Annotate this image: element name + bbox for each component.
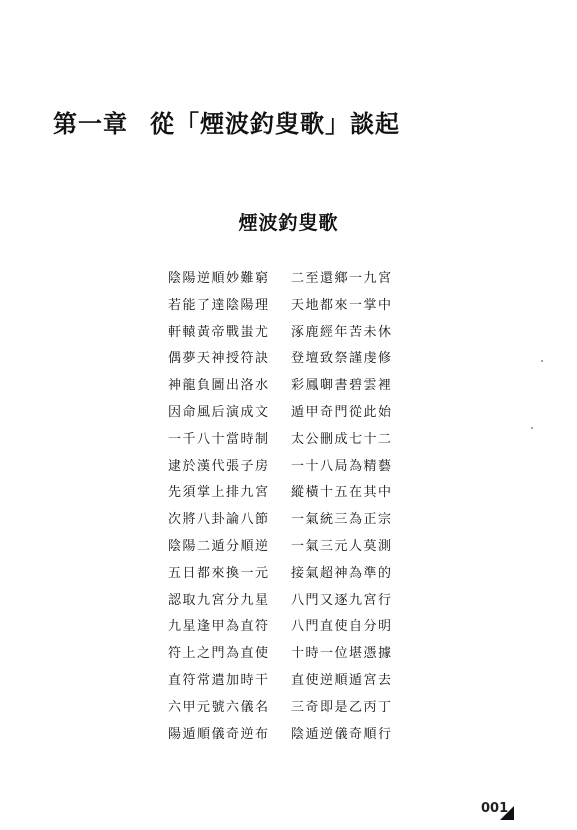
poem-line-first-half: 五日都來換一元 — [168, 565, 270, 581]
poem-line-first-half: 九星逢甲為直符 — [168, 619, 270, 635]
poem-line-second-half: 一氣統三為正宗 — [291, 512, 393, 528]
poem-line-first-half: 符上之門為直使 — [168, 646, 270, 662]
poem-title: 煙波釣叟歌 — [238, 212, 339, 234]
poem-line-first-half: 軒轅黃帝戰蚩尤 — [168, 324, 270, 340]
poem-line-first-half: 陰陽逆順妙難窮 — [168, 271, 270, 286]
scan-speck — [541, 360, 543, 362]
poem-line-second-half: 二至還鄉一九宮 — [291, 271, 393, 286]
poem-line — [168, 400, 408, 427]
poem-line — [168, 454, 408, 481]
poem-line — [168, 561, 408, 588]
chapter-title-text: 從「煙波釣叟歌」談起 — [150, 109, 400, 138]
poem-line-first-half: 逮於漢代張子房 — [168, 458, 270, 474]
poem-line-second-half: 陰遁逆儀奇順行 — [291, 726, 393, 742]
poem-line-first-half: 一千八十當時制 — [168, 431, 270, 447]
poem-line-second-half: 八門直使自分明 — [291, 619, 393, 635]
poem-line — [168, 588, 408, 615]
poem-line-second-half: 天地都來一掌中 — [291, 297, 393, 313]
poem-line-first-half: 陽遁順儀奇逆布 — [168, 726, 270, 742]
poem-line-first-half: 陰陽二遁分順逆 — [168, 538, 270, 554]
poem-line-first-half: 偶夢天神授符訣 — [168, 351, 270, 367]
poem-line-second-half: 三奇即是乙丙丁 — [291, 699, 393, 715]
poem-line — [168, 507, 408, 534]
poem-line — [168, 668, 408, 695]
poem-line — [168, 427, 408, 454]
poem-line — [168, 480, 408, 507]
chapter-number: 第一章 — [53, 109, 128, 138]
poem-line — [168, 722, 408, 749]
poem-line — [168, 695, 408, 722]
poem-line-second-half: 八門又逐九宮行 — [291, 592, 393, 608]
poem-line — [168, 266, 408, 293]
poem-line-first-half: 因命風后演成文 — [168, 404, 270, 420]
poem-line-second-half: 遁甲奇門從此始 — [291, 404, 393, 420]
poem-line — [168, 641, 408, 668]
poem-body — [168, 266, 408, 748]
poem-line-first-half: 六甲元號六儀名 — [168, 699, 270, 715]
poem-line-first-half: 直符常遣加時干 — [168, 672, 270, 688]
page-number: 001 — [481, 801, 509, 816]
poem-line-second-half: 縱橫十五在其中 — [291, 485, 393, 501]
poem-line-second-half: 登壇致祭謹虔修 — [291, 351, 393, 367]
poem-line — [168, 373, 408, 400]
scan-speck — [531, 427, 533, 429]
poem-line-first-half: 神龍負圖出洛水 — [168, 378, 270, 394]
chapter-heading — [53, 104, 400, 139]
poem-line-first-half: 若能了達陰陽理 — [168, 297, 270, 313]
poem-line-first-half: 次將八卦論八節 — [168, 512, 270, 528]
poem-line-second-half: 直使逆順遁宮去 — [291, 672, 393, 688]
page-corner-mark — [500, 806, 514, 820]
poem-line — [168, 614, 408, 641]
poem-line — [168, 293, 408, 320]
poem-line-second-half: 一十八局為精藝 — [291, 458, 393, 474]
poem-line-second-half: 太公刪成七十二 — [291, 431, 393, 447]
poem-line-second-half: 一氣三元人莫測 — [291, 538, 393, 554]
poem-line-first-half: 先須掌上排九宮 — [168, 485, 270, 501]
poem-line — [168, 320, 408, 347]
poem-line — [168, 346, 408, 373]
poem-line-second-half: 彩鳳啣書碧雲裡 — [291, 378, 393, 394]
poem-line-second-half: 涿鹿經年苦未休 — [291, 324, 393, 340]
poem-line — [168, 534, 408, 561]
poem-line-second-half: 接氣超神為準的 — [291, 565, 393, 581]
poem-line-first-half: 認取九宮分九星 — [168, 592, 270, 608]
poem-line-second-half: 十時一位堪憑據 — [291, 646, 393, 662]
